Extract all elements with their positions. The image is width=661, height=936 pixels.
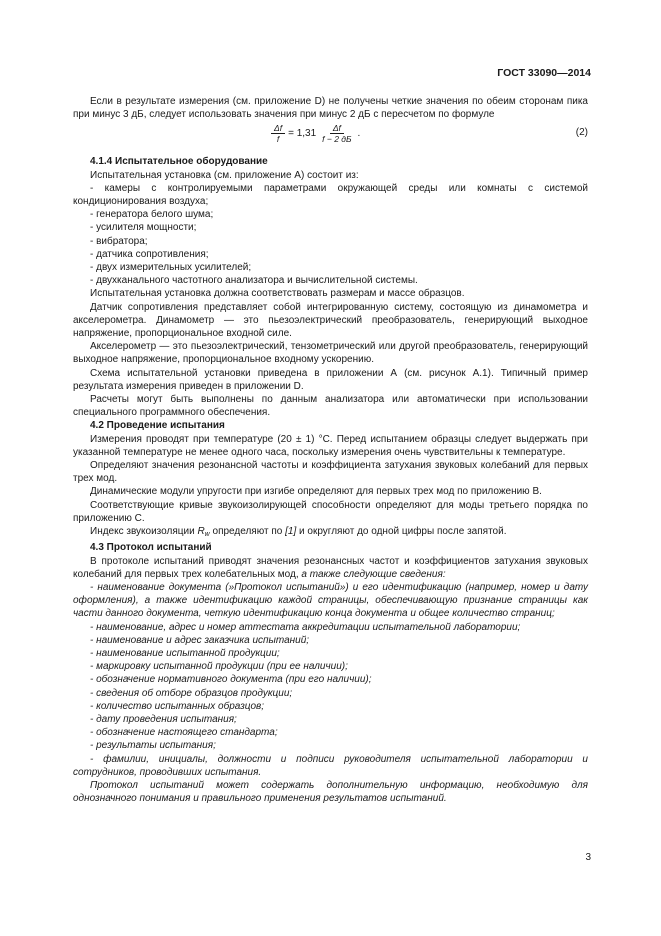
section-heading-4-2: 4.2 Проведение испытания — [90, 420, 225, 432]
intro-paragraph: Если в результате измерения (см. приложение D) не получены четкие значения по обеим сторонам пика при минус 3 дБ, следует использовать значения при минус 2 дБ с пересчетом по формуле — [73, 96, 588, 121]
formula-2 — [73, 123, 588, 155]
list-item: - двухканального частотного анализатора и вычислительной системы. — [90, 275, 418, 287]
list-item: - маркировку испытанной продукции (при ее наличии); — [90, 661, 348, 673]
list-item: - усилителя мощности; — [90, 222, 197, 234]
list-item: - наименование и адрес заказчика испытаний; — [90, 634, 310, 646]
paragraph: Акселерометр — это пьезоэлектрический, тензометрический или другой преобразователь, генерирующий выходное напряжение, пропорциональное входному ускорению. — [73, 341, 588, 366]
paragraph: Испытательная установка должна соответствовать размерам и массе образцов. — [90, 288, 465, 300]
paragraph: Динамические модули упругости при изгибе определяют для первых трех мод по приложению В. — [90, 486, 542, 498]
list-item: - двух измерительных усилителей; — [90, 262, 252, 274]
formula-lhs-denominator: f — [276, 134, 280, 145]
formula-lhs-fraction — [271, 123, 285, 144]
formula-rhs-denominator: f − 2 дБ — [322, 134, 352, 145]
list-item: - сведения об отборе образцов продукции; — [90, 687, 293, 699]
list-item: - фамилии, инициалы, должности и подписи руководителя испытательной лаборатории и сотрудников, проводивших испытания. — [73, 753, 588, 778]
text-run: определяют по — [209, 526, 286, 538]
section-heading-4-3: 4.3 Протокол испытаний — [90, 542, 212, 554]
formula-rhs-numerator: Δf — [330, 123, 344, 134]
paragraph: Испытательная установка (см. приложение А) состоит из: — [90, 169, 359, 181]
formula-end: . — [357, 128, 361, 140]
paragraph: Расчеты могут быть выполнены по данным анализатора или автоматически при использовании специального программного обеспечения. — [73, 394, 588, 419]
symbol-subscript-w: w — [204, 531, 210, 539]
section-heading-4-1-4: 4.1.4 Испытательное оборудование — [90, 156, 268, 168]
paragraph-sound-index — [73, 525, 588, 541]
list-item: - дату проведения испытания; — [90, 713, 237, 725]
list-item: - камеры с контролируемыми параметрами окружающей среды или комнаты с системой кондиционирования воздуха; — [73, 182, 588, 208]
paragraph: Соответствующие кривые звукоизолирующей способности определяют для моды третьего порядка по приложению С. — [73, 499, 588, 524]
list-item: - наименование, адрес и номер аттестата аккредитации испытательной лаборатории; — [90, 621, 521, 633]
paragraph: Схема испытательной установки приведена в приложении А (см. рисунок А.1). Типичный пример результата измерения приведен в приложении D. — [73, 367, 588, 392]
list-item: - генератора белого шума; — [90, 209, 214, 221]
formula-coefficient: = 1,31 — [288, 128, 317, 140]
doc-code-header: ГОСТ 33090—2014 — [497, 67, 591, 79]
list-item: - датчика сопротивления; — [90, 248, 209, 260]
list-item: - вибратора; — [90, 235, 148, 247]
list-item: - обозначение нормативного документа (при его наличии); — [90, 674, 372, 686]
list-item: - наименование испытанной продукции; — [90, 647, 280, 659]
text-run-italic: а также следующие сведения: — [301, 568, 446, 580]
list-item: - количество испытанных образцов; — [90, 700, 265, 712]
paragraph: Датчик сопротивления представляет собой интегрированную систему, состоящую из динамометра и акселерометра. Динамометр — это пьезоэлектрический преобразователь, генерирующий выходное напряжение, пропорциональное входной силе. — [73, 301, 588, 340]
formula-expression — [268, 123, 360, 144]
list-item: - обозначение настоящего стандарта; — [90, 727, 278, 739]
symbol-r: R — [197, 526, 205, 538]
text-run: В протоколе испытаний приводят значения резонансных частот и коэффициентов затухания звуковых колебаний для первых трех колебательных мод, — [73, 555, 588, 580]
formula-lhs-numerator: Δf — [271, 123, 285, 134]
paragraph — [73, 555, 588, 581]
formula-rhs-fraction — [319, 123, 354, 144]
reference-link: [1] — [285, 526, 297, 538]
text-run: Индекс звукоизоляции — [90, 526, 198, 538]
page-number: 3 — [585, 852, 591, 863]
paragraph: Определяют значения резонансной частоты и коэффициента затухания звуковых колебаний для первых трех мод. — [73, 460, 588, 485]
paragraph: Протокол испытаний может содержать дополнительную информацию, необходимую для однозначного понимания и правильного применения результатов испытаний. — [73, 779, 588, 805]
list-item: - наименование документа (»Протокол испытаний») и его идентификацию (например, номер и дату оформления), а также идентификацию каждой страницы, обеспечивающую признание страницы как части данного документа, четкую идентификацию конца документа и общее количество страниц; — [73, 581, 588, 620]
page-content — [73, 95, 588, 805]
paragraph: Измерения проводят при температуре (20 ± 1) °С. Перед испытанием образцы следует выдержать при указанной температуре не менее одного часа, поскольку измерения очень чувствительны к температуре. — [73, 433, 588, 458]
list-item: - результаты испытания; — [90, 740, 216, 752]
text-run: и округляют до одной цифры после запятой. — [296, 526, 507, 538]
formula-number: (2) — [575, 127, 588, 139]
